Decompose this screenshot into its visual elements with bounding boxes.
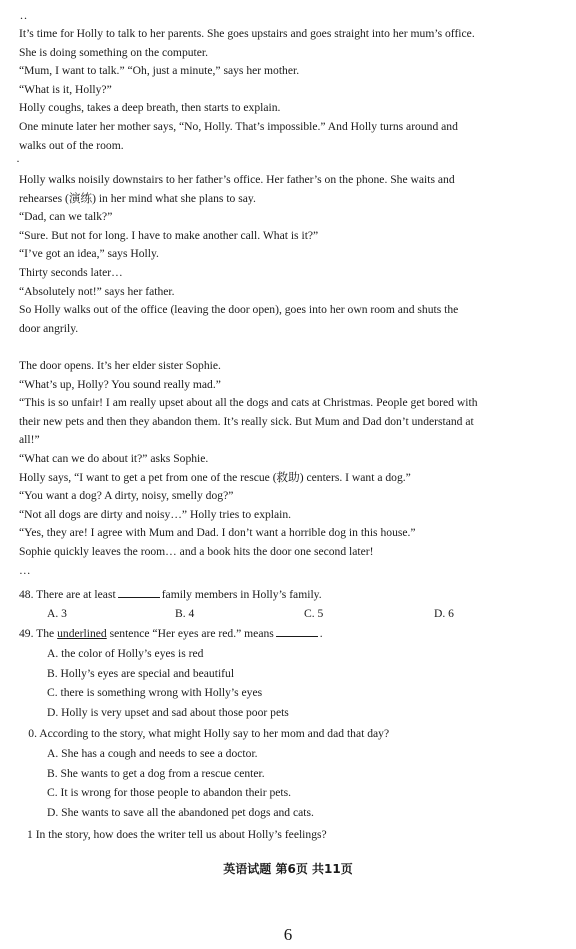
question-49 [19, 624, 539, 723]
paragraph-1 [19, 25, 531, 155]
text-line: Holly walks noisily downstairs to her father’s office. Her father’s on the phone. She waits and [19, 173, 455, 186]
text-line: their new pets and then they abandon them. It’s really sick. But Mum and Dad don’t understand at [19, 414, 474, 428]
text-line: So Holly walks out of the office (leaving the door open), goes into her own room and shuts the [19, 303, 459, 317]
option-c: C. there is something wrong with Holly’s eyes [47, 686, 263, 700]
stray-mark: · [16, 154, 20, 168]
question-stem [19, 624, 539, 644]
text-line: … [19, 563, 31, 577]
question-text: . [319, 627, 323, 640]
text-line: “What’s up, Holly? You sound really mad.” [19, 377, 221, 391]
text-line: Sophie quickly leaves the room… and a book hits the door one second later! [19, 544, 374, 558]
text-line: “Mum, I want to talk.” “Oh, just a minute,” says her mother. [19, 64, 300, 78]
text-line: all!” [19, 433, 40, 447]
option-b: B. She wants to get a dog from a rescue center. [47, 766, 265, 780]
option-a: A. 3 [47, 606, 67, 620]
text-line: “Dad, can we talk?” [19, 210, 113, 224]
options-row [19, 605, 539, 625]
text-line: walks out of the room. [19, 138, 124, 152]
text-line: door angrily. [19, 321, 79, 335]
paragraph-3 [19, 357, 531, 580]
option-d: D. Holly is very upset and sad about those poor pets [47, 706, 289, 720]
option-c: C. It is wrong for those people to abandon their pets. [47, 786, 292, 800]
option-b: B. Holly’s eyes are special and beautiful [47, 666, 235, 680]
answer-blank [276, 625, 318, 637]
question-stem: 1 In the story, how does the writer tell us about Holly’s feelings? [27, 828, 327, 841]
text-line: “Absolutely not!” says her father. [19, 284, 175, 298]
option-b: B. 4 [175, 606, 195, 620]
question-text: sentence “Her eyes are red.” means [109, 627, 274, 640]
answer-blank [118, 586, 160, 598]
page-footer: 英语试题 第6页 共11页 [223, 862, 353, 876]
paragraph-2 [19, 171, 531, 338]
text-line: Holly says, “I want to get a pet from one of the rescue (救助) centers. I want a dog.” [19, 470, 411, 484]
question-48 [19, 585, 539, 625]
option-a: A. She has a cough and needs to see a doctor. [47, 746, 258, 760]
question-51 [27, 825, 547, 845]
text-line: One minute later her mother says, “No, Holly. That’s impossible.” And Holly turns around and [19, 119, 458, 133]
text-line: Holly coughs, takes a deep breath, then starts to explain. [19, 101, 281, 115]
question-text: family members in Holly’s family. [161, 588, 322, 601]
option-d: D. She wants to save all the abandoned pet dogs and cats. [47, 806, 314, 820]
text-line: “You want a dog? A dirty, noisy, smelly dog?” [19, 489, 234, 503]
text-line: Thirty seconds later… [19, 265, 123, 279]
text-line: “I’ve got an idea,” says Holly. [19, 247, 159, 261]
text-line: “What can we do about it?” asks Sophie. [19, 451, 209, 465]
question-stem: 0. According to the story, what might Holly say to her mom and dad that day? [19, 727, 390, 740]
text-line: It’s time for Holly to talk to her parents. She goes upstairs and goes straight into her mum’s office. [19, 27, 475, 40]
text-line: “What is it, Holly?” [19, 82, 112, 96]
text-line: “Yes, they are! I agree with Mum and Dad. I don’t want a horrible dog in this house.” [19, 526, 416, 540]
question-50 [19, 724, 539, 823]
option-d: D. 6 [434, 606, 454, 620]
question-text: 48. There are at least [19, 588, 116, 601]
page-number: 6 [283, 925, 293, 944]
text-line: “Not all dogs are dirty and noisy…” Holly tries to explain. [19, 507, 292, 521]
option-c: C. 5 [304, 606, 324, 620]
text-line: “Sure. But not for long. I have to make another call. What is it?” [19, 228, 319, 242]
option-a: A. the color of Holly’s eyes is red [47, 646, 204, 660]
question-text: 49. The [19, 627, 55, 640]
text-line: rehearses (演练) in her mind what she plans to say. [19, 191, 256, 205]
question-stem [19, 585, 539, 605]
text-line: The door opens. It’s her elder sister Sophie. [19, 359, 221, 372]
top-mark: .. [20, 8, 28, 22]
text-line: She is doing something on the computer. [19, 45, 209, 59]
text-line: “This is so unfair! I am really upset about all the dogs and cats at Christmas. People get bored with [19, 396, 478, 410]
underlined-word: underlined [57, 627, 107, 640]
